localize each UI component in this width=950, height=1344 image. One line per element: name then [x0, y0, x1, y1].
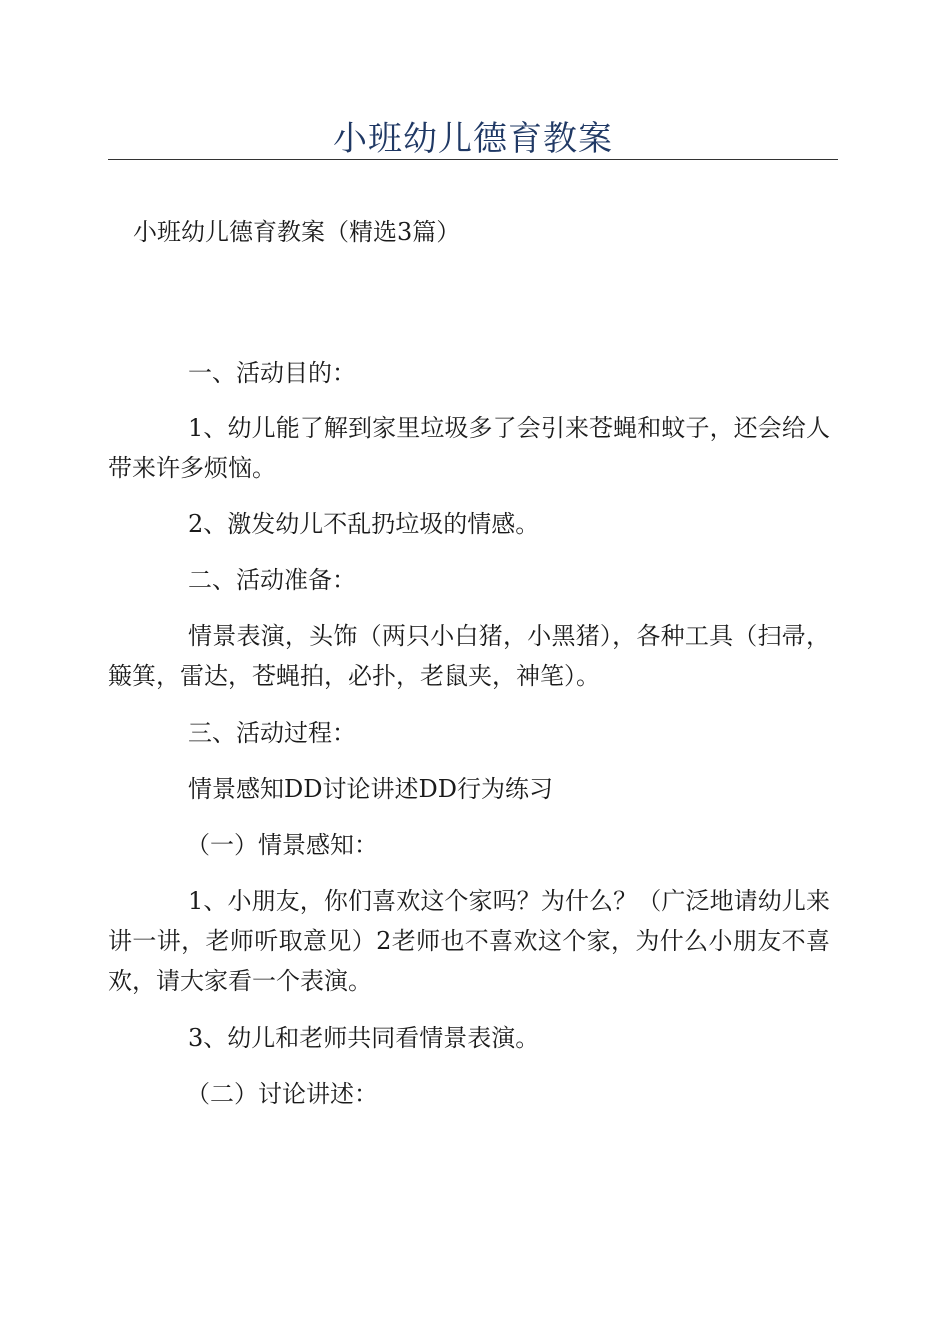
document-title: 小班幼儿德育教案: [333, 119, 613, 159]
subsection-heading-perception: （一）情景感知：: [186, 831, 378, 859]
paragraph-perception-3: 3、幼儿和老师共同看情景表演。: [188, 1024, 540, 1052]
paragraph-purpose-2: 2、激发幼儿不乱扔垃圾的情感。: [188, 510, 540, 538]
paragraph-purpose-1: 1、幼儿能了解到家里垃圾多了会引来苍蝇和蚊子，还会给人带来许多烦恼。: [108, 414, 830, 482]
subsection-heading-discussion: （二）讨论讲述：: [186, 1080, 378, 1108]
paragraph-process-overview: 情景感知DD讨论讲述DD行为练习: [188, 775, 553, 803]
paragraph-perception-1: 1、小朋友，你们喜欢这个家吗？为什么？（广泛地请幼儿来讲一讲，老师听取意见）2老师也不喜欢这个家，为什么小朋友不喜欢，请大家看一个表演。: [108, 887, 830, 995]
title-underline: [108, 159, 838, 160]
paragraph-preparation: 情景表演，头饰（两只小白猪，小黑猪），各种工具（扫帚，簸箕，雷达，苍蝇拍，必扑，老鼠夹，神笔）。: [108, 622, 830, 690]
document-subtitle: 小班幼儿德育教案（精选3篇）: [133, 218, 461, 246]
section-heading-preparation: 二、活动准备：: [188, 566, 356, 594]
section-heading-purpose: 一、活动目的：: [188, 359, 356, 387]
section-heading-process: 三、活动过程：: [188, 719, 356, 747]
